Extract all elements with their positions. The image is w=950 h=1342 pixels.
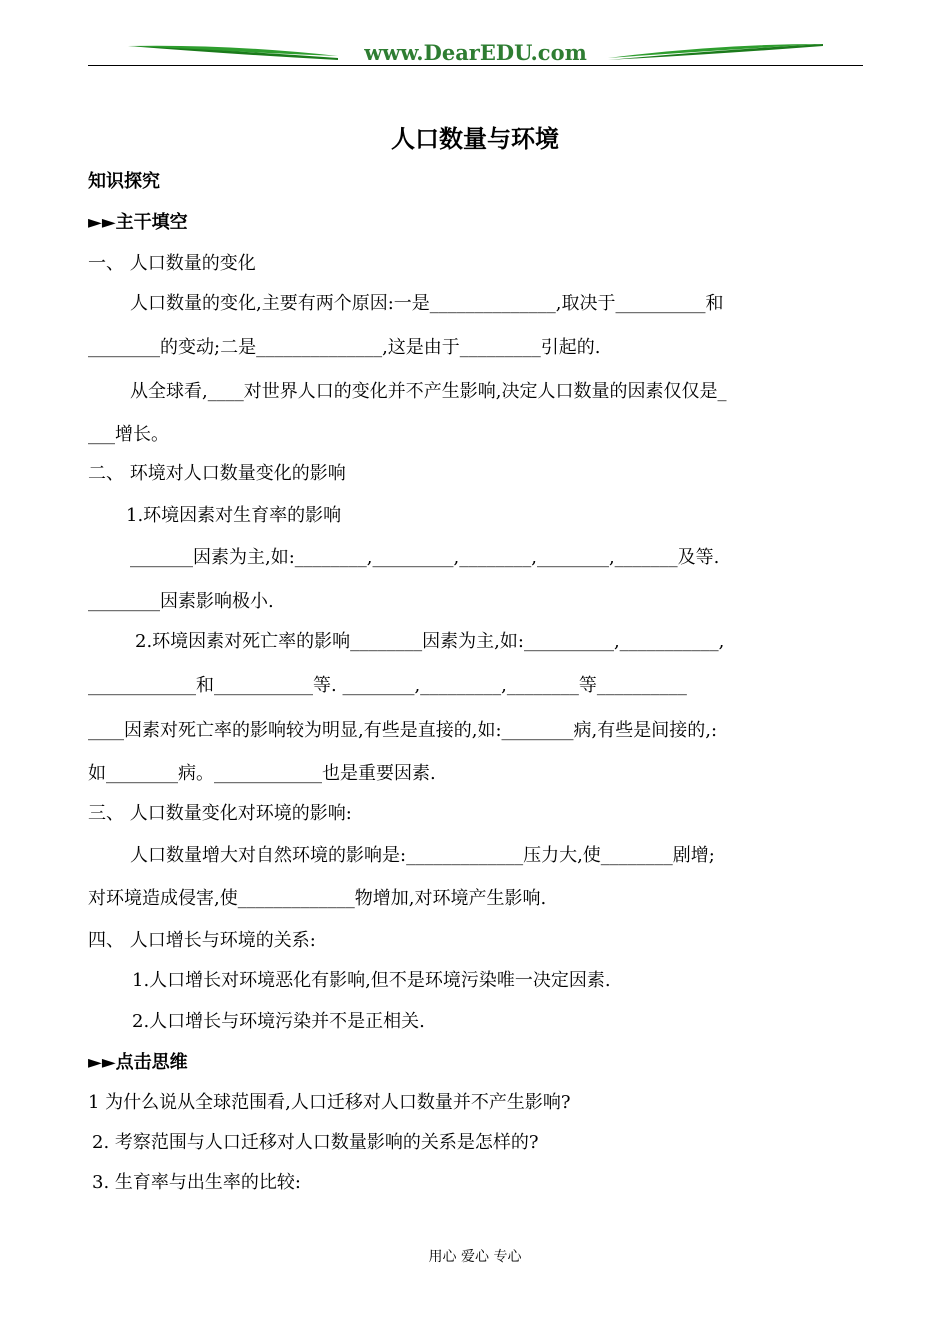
text-line: 对环境造成侵害,使_____________物增加,对环境产生影响.: [88, 888, 547, 909]
page-header: [88, 36, 863, 70]
text-line: ________因素影响极小.: [88, 591, 274, 612]
text-line: 1.人口增长对环境恶化有影响,但不是环境污染唯一决定因素.: [132, 970, 611, 991]
heading-two: 二、 环境对人口数量变化的影响: [88, 463, 346, 484]
site-logo-text[interactable]: www.DearEDU.com: [364, 40, 587, 65]
subsection-heading: ►►点击思维: [88, 1052, 188, 1073]
section-heading: 知识探究: [88, 171, 160, 192]
text-line: _______因素为主,如:________,_________,________,________,_______及等.: [130, 547, 720, 568]
question-item: 3. 生育率与出生率的比较:: [92, 1172, 301, 1193]
text-line: ________的变动;二是______________,这是由于_________引起的.: [88, 337, 601, 358]
text-line: 2.环境因素对死亡率的影响________因素为主,如:__________,___________,: [135, 631, 725, 652]
header-divider: [88, 65, 863, 66]
heading-three: 三、 人口数量变化对环境的影响:: [88, 803, 352, 824]
question-item: 1 为什么说从全球范围看,人口迁移对人口数量并不产生影响?: [88, 1092, 571, 1113]
page-title: 人口数量与环境: [391, 125, 559, 153]
text-line: 从全球看,____对世界人口的变化并不产生影响,决定人口数量的因素仅仅是_: [130, 381, 727, 402]
subsection-heading: ►►主干填空: [88, 212, 188, 233]
heading-one: 一、 人口数量的变化: [88, 253, 256, 274]
text-line: ____因素对死亡率的影响较为明显,有些是直接的,如:________病,有些是间接的,:: [88, 720, 718, 741]
heading-four: 四、 人口增长与环境的关系:: [88, 930, 316, 951]
question-item: 2. 考察范围与人口迁移对人口数量影响的关系是怎样的?: [92, 1132, 539, 1153]
text-line: 人口数量的变化,主要有两个原因:一是______________,取决于__________和: [130, 293, 724, 314]
text-line: 如________病。____________也是重要因素.: [88, 763, 436, 784]
text-line: 人口数量增大对自然环境的影响是:_____________压力大,使________剧增;: [130, 845, 715, 866]
text-line: ___增长。: [88, 424, 169, 445]
text-line: 2.人口增长与环境污染并不是正相关.: [132, 1011, 425, 1032]
page-footer: 用心 爱心 专心: [428, 1249, 522, 1265]
text-line: 1.环境因素对生育率的影响: [126, 505, 342, 526]
text-line: ____________和___________等. ________,_________,________等__________: [88, 675, 687, 696]
